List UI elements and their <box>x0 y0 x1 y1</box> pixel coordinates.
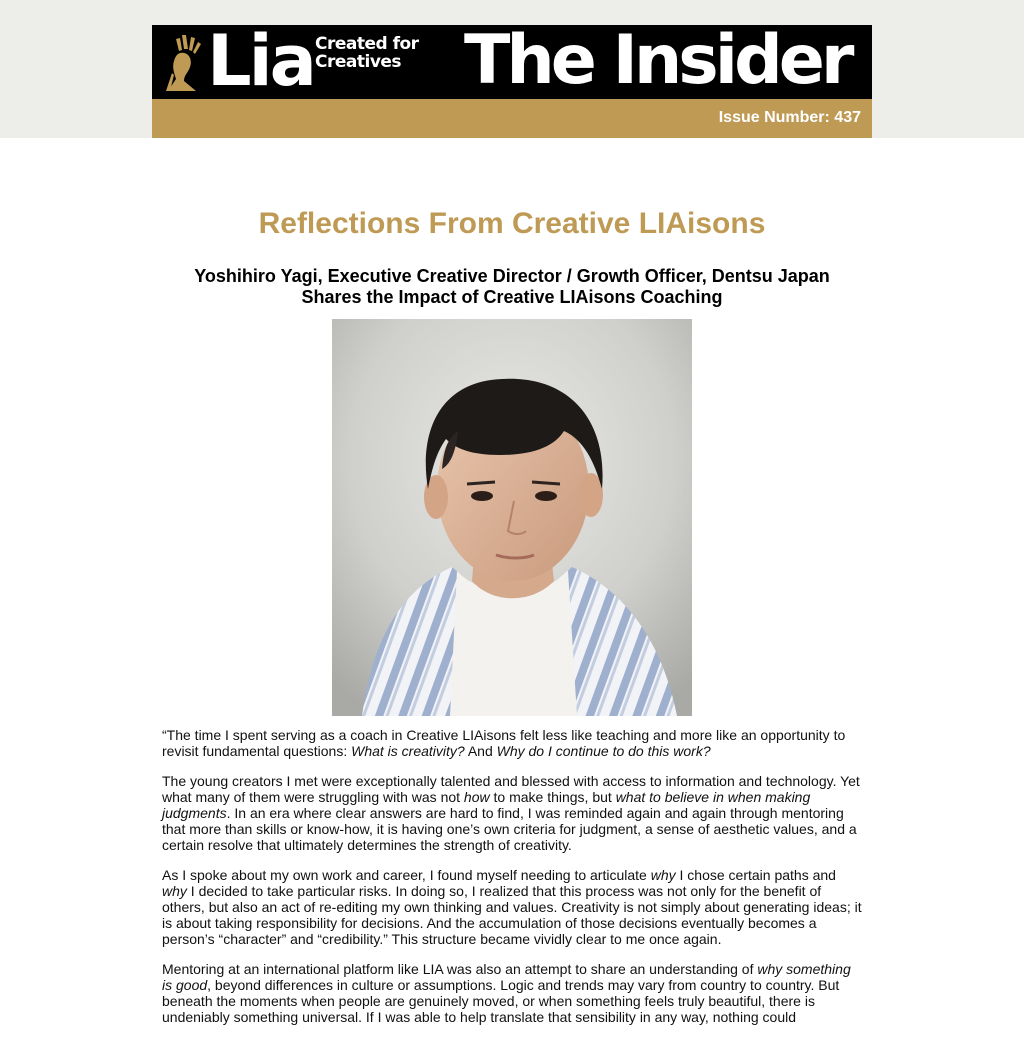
article-body <box>152 727 872 1025</box>
p3-text-c: I chose certain paths and <box>675 867 836 883</box>
p1-italic-b: What is creativity? <box>351 743 465 759</box>
article-content <box>152 138 872 1039</box>
p1-italic-d: Why do I continue to do this work? <box>496 743 711 759</box>
paragraph-4 <box>162 961 862 1025</box>
p2-italic-d: what to believe in when making judgments <box>162 789 811 821</box>
p4-text-a: Mentoring at an international platform like LIA was also an attempt to share an understanding of <box>162 961 758 977</box>
portrait-image <box>332 319 692 716</box>
p2-text-c: to make things, but <box>489 789 616 805</box>
header-banner <box>152 25 872 99</box>
tagline-line-1: Created for <box>315 34 419 54</box>
paragraph-3 <box>162 867 862 947</box>
issue-bar <box>152 99 872 138</box>
newsletter-header <box>152 25 872 138</box>
tagline-line-2: Creatives <box>315 52 402 72</box>
p4-italic-b: why something is good <box>162 961 851 993</box>
subhead-line-1: Yoshihiro Yagi, Executive Creative Director / Growth Officer, Dentsu Japan <box>194 266 830 286</box>
p1-text-a: “The time I spent serving as a coach in Creative LIAisons felt less like teaching and more like an opportunity to revisit fundamental questions: <box>162 727 846 759</box>
p3-text-e: I decided to take particular risks. In doing so, I realized that this process was not only for the benefit of others, but also an act of re-editing my own thinking and values. Creativity is not simply about generating ideas; it is about taking responsibility for decisions. And the accumulation of those decisions eventually becomes a person’s “character” and “credibility.” This structure became vividly clear to me once again. <box>162 883 862 947</box>
p1-text-c: And <box>464 743 497 759</box>
lia-logo-icon <box>162 33 204 93</box>
p2-italic-b: how <box>463 789 490 805</box>
article-subhead <box>152 266 872 308</box>
p4-text-c: , beyond differences in culture or assumptions. Logic and trends may vary from country to country. But beneath the moments when people are genuinely moved, or when something feels truly beautiful, there is undeniably something universal. If I was able to help translate that sensibility in any way, nothing could <box>162 977 840 1025</box>
subhead-line-2: Shares the Impact of Creative LIAisons Coaching <box>301 287 723 307</box>
p3-italic-b: why <box>650 867 676 883</box>
paragraph-2 <box>162 773 862 853</box>
p3-italic-d: why <box>162 883 187 899</box>
paragraph-1 <box>162 727 862 759</box>
lia-brand-wordmark: Lia <box>207 25 314 99</box>
brand-tagline <box>315 35 435 71</box>
article-headline: Reflections From Creative LIAisons <box>258 207 766 240</box>
p3-text-a: As I spoke about my own work and career, I found myself needing to articulate <box>162 867 651 883</box>
portrait-photo <box>332 319 692 716</box>
p2-text-a: The young creators I met were exceptionally talented and blessed with access to information and technology. Yet what many of them were struggling with was not <box>162 773 860 805</box>
newsletter-title: The Insider <box>464 25 851 99</box>
issue-number: Issue Number: 437 <box>718 109 861 126</box>
p2-text-e: . In an era where clear answers are hard to find, I was reminded again and again through mentoring that more than skills or know-how, it is having one’s own criteria for judgment, a sense of aesthetic values, and a certain resolve that ultimately determines the strength of creativity. <box>162 805 857 853</box>
